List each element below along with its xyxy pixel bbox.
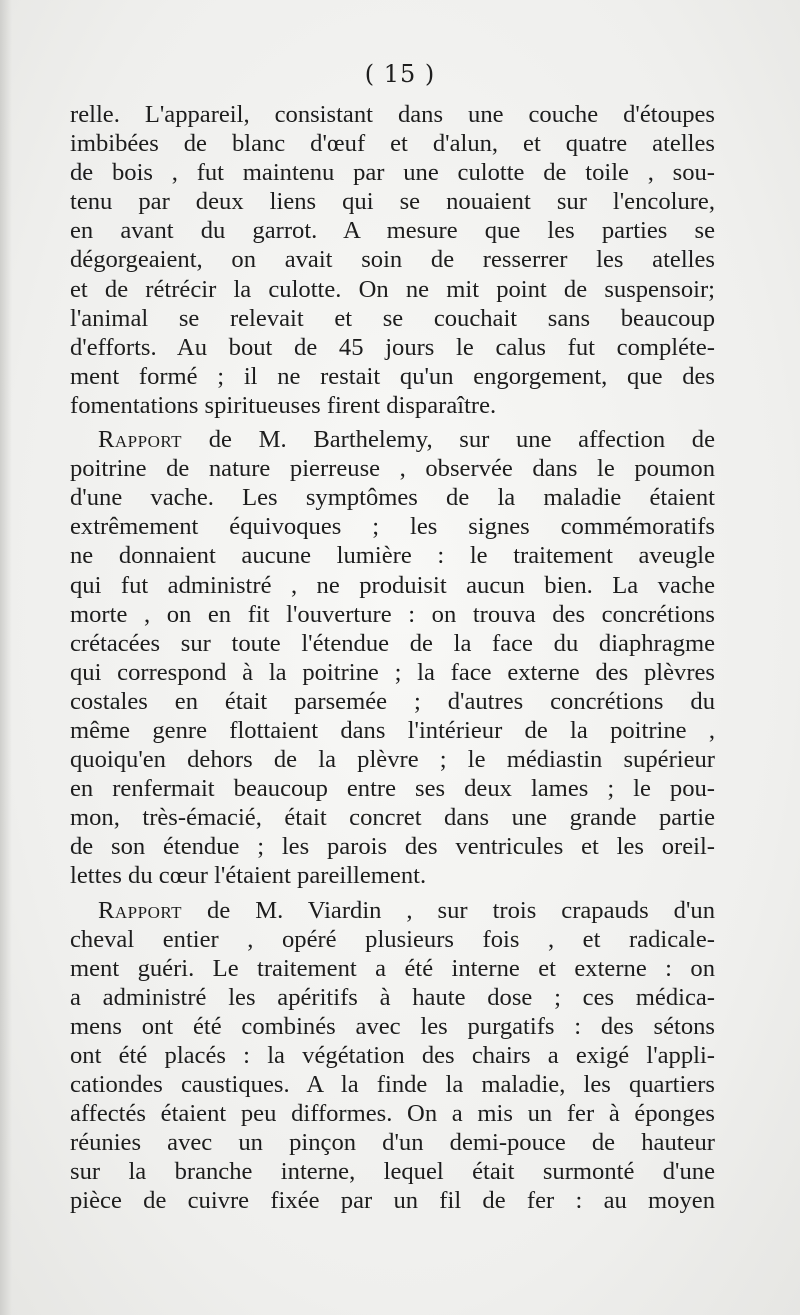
text-line-first: [70, 425, 715, 454]
text-line: et de rétrécir la culotte. On ne mit point de suspensoir;: [70, 275, 715, 303]
text-fragment: de M. Viardin , sur trois crapauds d'un: [182, 896, 715, 924]
text-line: tenu par deux liens qui se nouaient sur l'encolure,: [70, 188, 715, 216]
text-fragment: de M. Barthelemy, sur une affection de: [182, 426, 715, 454]
text-line: en avant du garrot. A mesure que les parties se: [70, 217, 715, 245]
text-line: cheval entier , opéré plusieurs fois , et radicale-: [70, 925, 715, 953]
text-line: ont été placés : la végétation des chairs a exigé l'appli-: [70, 1042, 715, 1069]
text-line: morte , on en fit l'ouverture : on trouva des concrétions: [70, 600, 715, 628]
text-line: crétacées sur toute l'étendue de la face du diaphragme: [70, 629, 715, 657]
text-line: de bois , fut maintenu par une culotte de toile , sou-: [70, 159, 715, 187]
text-line: ne donnaient aucune lumière : le traitement aveugle: [70, 542, 715, 570]
text-line: ment formé ; il ne restait qu'un engorgement, que des: [70, 362, 715, 390]
paragraph-3: [70, 896, 715, 1216]
text-line: dégorgeaient, on avait soin de resserrer les atelles: [70, 246, 715, 274]
text-line: qui fut administré , ne produisit aucun bien. La vache: [70, 571, 715, 599]
page-number: ( 15 ): [364, 60, 436, 88]
text-line: mon, très-émacié, était concret dans une grande partie: [70, 804, 715, 832]
text-line: pièce de cuivre fixée par un fil de fer : au moyen: [70, 1187, 715, 1215]
text-line: l'animal se relevait et se couchait sans beaucoup: [70, 304, 715, 332]
rapport-heading: Rapport: [98, 426, 183, 454]
text-line-first: [70, 896, 715, 925]
text-line: quoiqu'en dehors de la plèvre ; le médiastin supérieur: [70, 746, 715, 774]
text-line: réunies avec un pinçon d'un demi-pouce de hauteur: [70, 1129, 715, 1157]
text-line: extrêmement équivoques ; les signes commémoratifs: [70, 513, 715, 541]
text-line: même genre flottaient dans l'intérieur de la poitrine ,: [70, 716, 715, 744]
text-line: fomentations spiritueuses firent disparaître.: [70, 391, 497, 419]
text-line: imbibées de blanc d'œuf et d'alun, et quatre atelles: [70, 130, 715, 158]
text-line: cationdes caustiques. A la finde la maladie, les quartiers: [70, 1071, 715, 1099]
text-line: en renfermait beaucoup entre ses deux lames ; le pou-: [70, 775, 715, 803]
text-line: a administré les apéritifs à haute dose ; ces médica-: [70, 983, 715, 1011]
text-line: poitrine de nature pierreuse , observée dans le poumon: [70, 455, 715, 483]
page-body: [70, 100, 715, 1216]
text-line: d'une vache. Les symptômes de la maladie étaient: [70, 484, 715, 512]
text-line: mens ont été combinés avec les purgatifs : des sétons: [70, 1012, 715, 1040]
paragraph-1: [70, 100, 715, 420]
text-line: qui correspond à la poitrine ; la face externe des plèvres: [70, 658, 715, 686]
text-line: d'efforts. Au bout de 45 jours le calus fut compléte-: [70, 333, 715, 361]
text-line: relle. L'appareil, consistant dans une couche d'étoupes: [70, 101, 715, 128]
text-line: de son étendue ; les parois des ventricules et les oreil-: [70, 833, 715, 861]
page-edge-shadow: [0, 0, 12, 1315]
rapport-heading: Rapport: [98, 896, 183, 924]
text-line: ment guéri. Le traitement a été interne et externe : on: [70, 954, 715, 982]
text-line: lettes du cœur l'étaient pareillement.: [70, 862, 427, 890]
paragraph-2: [70, 425, 715, 891]
text-line: costales en était parsemée ; d'autres concrétions du: [70, 687, 715, 715]
text-line: sur la branche interne, lequel était surmonté d'une: [70, 1158, 715, 1186]
text-line: affectés étaient peu difformes. On a mis un fer à éponges: [70, 1100, 715, 1128]
